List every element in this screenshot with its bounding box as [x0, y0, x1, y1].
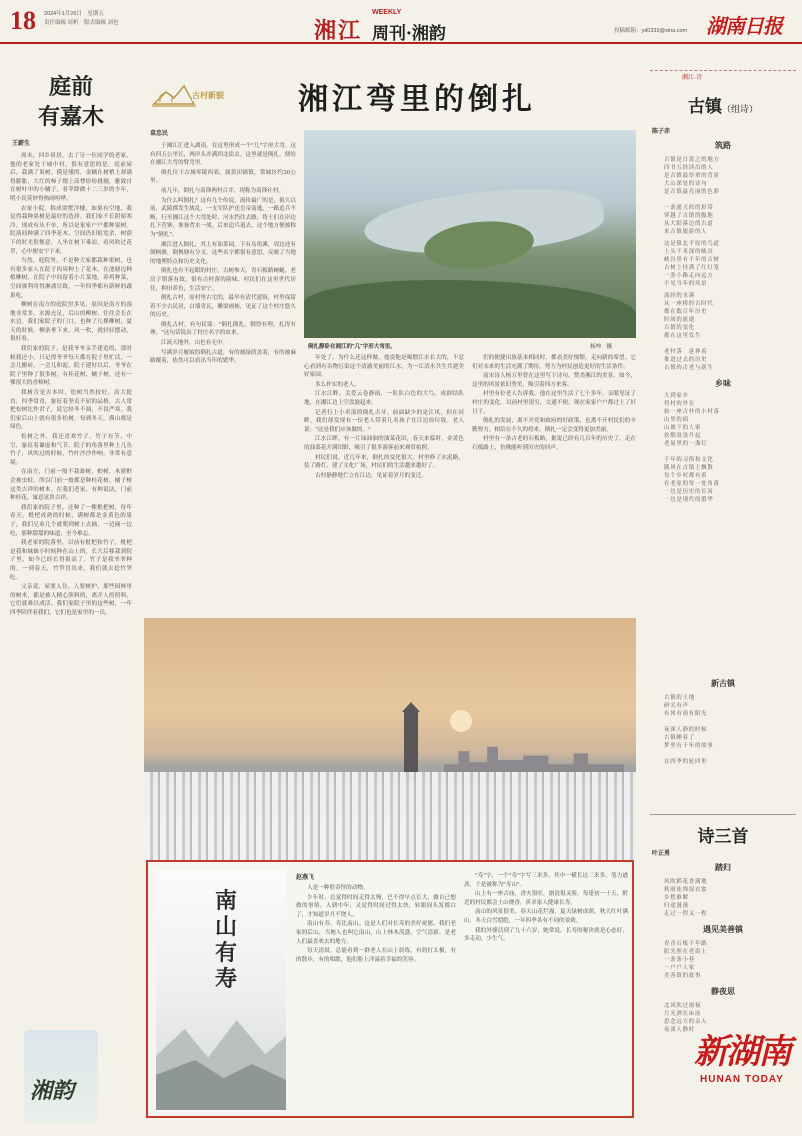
verse-line: 在老家的每一处角落 — [664, 481, 720, 487]
verse-line: 千年的习俗和文化 — [664, 457, 714, 463]
left-article-title — [6, 72, 136, 132]
verse-line: 炊烟袅袅升起 — [664, 433, 702, 439]
paragraph: 写满岁月履痕的倒扎古道，有的被绿荫盖着，有的被麻路覆着，依然可以看出当年的繁华。 — [150, 349, 296, 365]
verse-line: 如一座古朴的小村落 — [664, 409, 720, 415]
verse-line: 梦里有千年的故事 — [664, 743, 714, 749]
paper-logo: 湖南日报 — [706, 14, 782, 38]
verse-line: 随风在古镇上飘散 — [664, 465, 714, 471]
paragraph: 村民们说，近几年来，倒扎的变化很大。村里修了水泥路，装了路灯，建了文化广场，村民们的生活越来越好了。 — [304, 454, 464, 470]
verse-line: 走过一程又一程 — [664, 911, 708, 917]
center-author: 袁忠民 — [150, 131, 169, 137]
paragraph: 少年时，总觉得时间走得太慢，巴不得早点长大，做自己想做的事情。人到中年，又觉得时间过得太快，转眼间头发都白了，才知道岁月不饶人。 — [296, 894, 456, 918]
left-column — [6, 52, 136, 1130]
verse-line — [664, 448, 788, 456]
paragraph: 我树否是否本时，松树当然较好，高大挺直，四季常青，象征着坚贞不屈的品格。古人常把松树比作君子，说它经冬不凋，不畏严寒。我们家后山上就有很多松树，每到冬天，满山都是绿色。 — [10, 390, 132, 431]
river-bend-photo — [304, 130, 636, 338]
feature-title: 南山有寿 — [214, 888, 237, 992]
main-headline: 湘江弯里的倒扎 — [298, 82, 536, 117]
section-head: 静夜思 — [711, 986, 735, 996]
paragraph: 江流天地外，山色有无中。 — [161, 340, 229, 347]
section-head: 新古镇 — [711, 678, 735, 688]
paragraph: 倒扎古村，有句民谣："倒扎倒扎，倒得有理，扎得有理。"这句话说出了村庄名字的由来。 — [150, 321, 296, 337]
verse-line: 北风吹过窗棂 — [664, 1003, 702, 1009]
verse-line: 美善镇的故事 — [664, 973, 702, 979]
masthead — [0, 0, 802, 44]
verse-line: 一边是历史的长河 — [664, 489, 714, 495]
verse-line: 从一座桥的古时代 — [664, 301, 714, 307]
verse-line: 乡愁难解 — [664, 895, 689, 901]
verse-line: 都在这里发生 — [664, 333, 702, 339]
feature-column-2 — [464, 872, 628, 1112]
verse-line: 穿越了古镇的腹地 — [664, 213, 714, 219]
verse-line: 一条小路走向远方 — [664, 273, 714, 279]
brand-weekly: WEEKLY — [372, 9, 402, 16]
verse-block — [664, 878, 788, 918]
verse-line: 一条条小巷 — [664, 957, 695, 963]
paragraph: 柳树在南方的庭院里多见，原因是南方的湿地非常多，水源充足，后山的柳树，往往会长在水边。我们家院子的门口，也种了几棵柳树，夏天的时候，柳条垂下来，风一吹，就轻轻摆动，很好看。 — [10, 302, 132, 343]
verse-line: 阳光照在老街上 — [664, 949, 708, 955]
paragraph: 父亲说，屋要人住，人要树护。那些园林里的树木，都是被人精心照料的，离开人的照料，它们就难以成活。我们家院子里的这些树，一年四季陪伴着我们，它们也是家里的一员。 — [10, 584, 132, 616]
verse-block — [664, 392, 788, 504]
feature-essay-box — [146, 860, 634, 1118]
paragraph: 倒扎也有不起眼的村庄，古树参天，青石板路蜿蜒，老房子错落有致，很有古村落的韵味。村民们在这里世代居住，种田养鱼，生活安宁。 — [150, 268, 296, 292]
paragraph: 每天清晨，总能看到一群老人在山上晨练，有的打太极，有的散步，有的唱歌，他们脸上洋溢着幸福的笑容。 — [296, 948, 456, 963]
verse-line: 将村的外在 — [664, 401, 695, 407]
river-photo-caption: 倒扎静卧在湘江的"几"字形大弯里。 — [308, 344, 396, 350]
verse-line: 大山深处的诗句 — [664, 181, 708, 187]
paragraph: 山上有一座古庙，香火很旺，据说很灵验。每逢初一十五，附近的村民都会上山烧香，祈求家人健康长寿。 — [464, 891, 628, 906]
paragraph: 们的便捷出族基本相同时，都看美好憧憬，走向新的希望。它们对未来的生活充满了期待，努力为村民创造更好的生活条件。 — [472, 355, 636, 370]
poem1-author: 陈子赤 — [652, 129, 671, 135]
feature-author: 赵燕飞 — [296, 875, 315, 881]
river-photo-credit: 杨坤 摄 — [590, 344, 613, 350]
verse-line: 来古镇旅游的人 — [664, 229, 708, 235]
paragraph: 松树之外，我还喜欢竹子。竹子有节，中空，象征着谦虚和气节。院子的角落里种上几丛竹子，风吹过的时候，竹叶沙沙作响，非常有意境。 — [10, 434, 132, 466]
verse-line: 一边是现代的繁华 — [664, 497, 714, 503]
verse-line: 山里的面 — [664, 417, 689, 423]
paragraph: 江水江畔，关爱云卷静雨，一队队白色的大鸟，成群结队地，在湘江边上空盘旋起来。 — [304, 391, 464, 406]
contact-email: 投稿邮箱：yd0333@sina.com — [614, 28, 688, 34]
verse-line: 思念远方的亲人 — [664, 1019, 708, 1025]
paragraph: 南宋诗人杨万里曾在这里写下诗句，赞美湘江的美景。如今，这里的风景依旧秀美，吸引着四方来客。 — [472, 373, 636, 388]
right-poetry-column — [650, 52, 796, 1130]
paragraph: 南山有寿，寿比南山。这是人们对长寿的美好祝愿。我们老家的后山，当地人也叫它南山，山上林木茂盛，空气清新，是老人们最喜欢去的地方。 — [296, 921, 456, 945]
paragraph: 倒扎的发展，离不开党和政府的好政策，也离不开村民们的辛勤努力。相信在不久的将来，倒扎一定会变得更加美丽。 — [472, 418, 636, 433]
verse-line: 老村落 延伸着 — [664, 349, 708, 355]
poem1-title-main: 古镇 — [687, 97, 722, 117]
divider — [650, 814, 796, 815]
verse-block — [664, 240, 788, 288]
paragraph: 我老家的院落里，以前有枇杷和竹子，枇杷是我和妹妹小时候种在山上的，长大后移栽到院子里，如今已经长得很高了。竹子是我爷爷种的，一到春天，竹笋冒出来，我们就去挖竹笋吃。 — [10, 540, 132, 581]
poem1-title-sub: （组诗） — [721, 105, 758, 115]
section-head: 遇见美善镇 — [703, 924, 743, 934]
brand-main: 湘江 — [314, 18, 363, 44]
verse-line: 流经的水溪 — [664, 293, 695, 299]
title-line-1: 庭前 — [48, 74, 93, 100]
paragraph: 为什么叫倒扎？这有几个传说，流传最广的是，很久以前，武陵郡发生战乱，一支军队护送皇帝南逃，一路追兵不断，行至湘江这个大弯处时，河水挡住去路，将士们在岸边扎下营寨，准备背水一战。后来追兵退去，这个地方便被称为"倒扎"。 — [150, 197, 296, 238]
verse-line: 古镇是日说之的地方 — [664, 157, 720, 163]
article-column-1 — [150, 142, 296, 608]
column-kicker — [152, 78, 252, 110]
verse-line: 都在数百年历史 — [664, 309, 708, 315]
verse-block — [664, 156, 788, 236]
snow-city-photo — [144, 618, 636, 862]
paragraph: 人是一种很奇怪的动物。 — [307, 885, 369, 891]
poem2-author: 叶正勇 — [652, 851, 671, 857]
verse-line: 是古镇最厚重的背景 — [664, 173, 720, 179]
mountain-painting — [156, 870, 286, 1110]
paragraph: 年处了。为什么还这样做，他说他是喝惯江水长大的，不忍心看到有杂物污染这个清澈美丽的江水，为一江清水共生共建美好家园。 — [304, 355, 464, 379]
section-seal — [24, 1030, 98, 1122]
hunan-today-stamp — [690, 1024, 796, 1098]
article-column-3 — [472, 354, 636, 610]
kicker-label: 古村新貌 — [192, 90, 224, 100]
paragraph: 多么朴实的老人。 — [315, 381, 360, 388]
date-line: 2024年1月26日 星期五 — [44, 11, 104, 17]
paragraph: 当然，庭院里，不是种大家都栽种果树，也有很多家人在院子四周种上了花木，在池塘边种植柳树，在院子中间留着小片菜地，养鸡种菜，空间被利用得淋漓尽致，一年四季都有新鲜的蔬果吃。 — [10, 258, 132, 299]
verse-line: 峡谷里有千年的古树 — [664, 257, 720, 263]
paragraph: 湘江进入倒扎，其上有油茶园，下有岛角滩，周边还有倒枫塘，倒枫塘有分支。这些名字都很有意思，反映了当地的地理特点和历史文化。 — [150, 241, 296, 265]
section-brand — [314, 6, 494, 44]
pagoda-tower — [404, 710, 418, 780]
poem2-title: 诗三首 — [697, 827, 749, 847]
verse-line — [664, 718, 788, 726]
verse-line: 夜深人静时 — [664, 1027, 695, 1033]
section-head: 踏归 — [715, 862, 731, 872]
verse-line: 这是镇北平原的鸟道 — [664, 241, 720, 247]
verse-line: 是古镇最亮丽的色彩 — [664, 189, 720, 195]
verse-line — [664, 340, 788, 348]
verse-line: 古镇的土地 — [664, 695, 695, 701]
verse-line: 不见当年的风景 — [664, 281, 708, 287]
paragraph: 我们家的院子，是我爷爷亲手建造的，那时候我还小，只记得爷爷每天都在院子里忙活，一会儿搬砖，一会儿和泥。院子建好以后，爷爷在院子里种了很多树，有桂花树、橘子树，还有一棵很大的香樟树。 — [10, 346, 132, 387]
paragraph: 古村静静地伫立在江边，见证着岁月的变迁。 — [315, 472, 427, 479]
verse-line: 青青石板千年路 — [664, 941, 708, 947]
center-article — [142, 52, 642, 1130]
verse-line: 夜深人静的时候 — [664, 727, 708, 733]
title-line-2: 有嘉木 — [37, 104, 104, 130]
paragraph: 我们家的院子里，还种了一棵枇杷树，每年春天，枇杷成熟的时候，满树都是金黄色的果子，我们兄弟几个就爬到树上去摘，一边摘一边吃，那种甜甜的味道，至今难忘。 — [10, 504, 132, 537]
paragraph: 村里有一条古老的石板路，据说已经有几百年的历史了。走在石板路上，仿佛能听到历史的回声。 — [472, 436, 636, 451]
paragraph: 村里有位老人告诉我，他在这里生活了七十多年，亲眼见证了村庄的变化。以前村里很穷，交通不便，现在家家户户都过上了好日子。 — [472, 391, 636, 415]
verse-line: 大到家乡 — [664, 393, 689, 399]
section-head: 乡味 — [715, 378, 731, 388]
brand-sub: 周刊·湘韵 — [372, 24, 446, 44]
verse-line: 老屋里的一盏灯 — [664, 441, 708, 447]
verse-line: 秋雨连绵湿衣裳 — [664, 887, 708, 893]
verse-line: 山坡下的人家 — [664, 425, 702, 431]
verse-line: 从大阳溪边的古道 — [664, 221, 714, 227]
verse-line: 古树上挂满了红灯笼 — [664, 265, 720, 271]
verse-line: 一户户人家 — [664, 965, 695, 971]
verse-line: 上头千米深的峡谷 — [664, 249, 714, 255]
stamp-main: 新湖南 — [694, 1032, 790, 1072]
verse-block — [664, 292, 788, 372]
feature-column-1 — [296, 884, 456, 1112]
left-author: 王薪生 — [12, 141, 31, 147]
verse-line: 古镇的变化 — [664, 325, 695, 331]
verse-line — [664, 750, 788, 758]
verse-line: 在四季的轮回里 — [664, 759, 708, 765]
verse-line — [664, 196, 788, 204]
paragraph: 倒扎位于古城零陵西郊，属黄田铺镇，常城区约30公里。 — [150, 169, 296, 185]
verse-line: 推进过去的历史 — [664, 357, 708, 363]
paragraph: 南山的风景很美，春天山花烂漫，夏天绿树成荫，秋天红叶满山，冬天白雪皑皑，一年四季各有不同的景致。 — [464, 909, 628, 924]
foreground-hill — [304, 280, 636, 338]
verse-line: 风吹稻花香满地 — [664, 879, 708, 885]
paragraph: 周末，回乡祖居。去了另一位同学的老家，他的老家处于城中村，很有意思的是，庭前屋后，栽满了果树。摸是矮的，金橘在树梢上却满得膨胀，大红的柿子缀上高悸纷纷挑剔，雅致自在树叶中的小橘子，看苹降做十二三岁的少年，明小民英妙得热闹喧哗。 — [10, 153, 132, 202]
paragraph: 前几年，倒扎与南锋两村合并，现称为南锋社村。 — [161, 187, 285, 194]
verse-line: 古镇睡着了 — [664, 735, 695, 741]
article-column-2 — [304, 354, 464, 610]
stamp-sub: HUNAN TODAY — [700, 1074, 784, 1085]
verse-line: 一条通天似的彩带 — [664, 205, 714, 211]
verse-line: 时间的流逝 — [664, 317, 695, 323]
verse-line: 研究有声 — [664, 703, 689, 709]
verse-line: 四书五经读出的人 — [664, 165, 714, 171]
paragraph: 在南方，门前一般不栽桑树，柏树，木窗框会被虫蛀，所以门前一般都是种桂花树、橘子树这类吉祥的树木。在我们老家，有种说法，门前种桂花，寓意富贵吉祥。 — [10, 469, 132, 502]
verse-block — [664, 940, 788, 980]
editor-line: 责任编辑 周析 版式编辑 刘也 — [44, 20, 119, 26]
paragraph: 记者行上小卖部的倒扎古牙。前面缺少的是江风，但在河畔，我们却发现有一位老人带着几名孩子在江边捡垃圾。老人说："这是我们应该做的。" — [304, 409, 464, 433]
paragraph: 江水江畔，有一片绿油油的油菜花田，春天来临时，金黄色的油菜花开满田野，吸引了很多游客前来观赏拍照。 — [304, 436, 464, 451]
left-article-body — [10, 152, 132, 1072]
verse-line: 归途漫漫 — [664, 903, 689, 909]
village-ornament-icon — [152, 78, 196, 110]
verse-block — [664, 694, 788, 766]
paragraph: 我的外婆活到了九十六岁，她常说，长寿的秘诀就是心态好，多走动，少生气。 — [464, 927, 628, 943]
top-rule — [650, 70, 796, 71]
paragraph: "寿"字，一个"寿"字写三米多，其中一横长达三米多，笔力遒劲，于是被称为"寿山"。 — [464, 873, 628, 888]
snow-covered-trees — [144, 772, 636, 862]
setting-sun — [450, 710, 472, 732]
verse-line: 月光洒在床前 — [664, 1011, 702, 1017]
verse-line: 有风有雨有阳光 — [664, 711, 708, 717]
seal-text: 湘韵 — [30, 1078, 75, 1104]
paragraph: 于湘江汇进入湖南，在这里形成一个"几"字形大弯。这有四五公里长，两岸头并满四北街去。这里就是倒扎，便给在湘江大弯的臂弯里。 — [150, 143, 296, 167]
poetry-kicker: 湘江·诗 — [682, 75, 702, 81]
paragraph: 倒扎古村，原村里古宅的，最早有清代建筑，村里保留着不少古民居，白墙青瓦，雕梁画栋，见证了这个村庄悠久的历史。 — [150, 295, 296, 319]
verse-line: 古镇的古老与新生 — [664, 365, 714, 371]
paragraph: 农家小院，称成别墅洋楼，如果有空地，我觉得栽种果树是最好的选择。我们家不长阴暗寒冷，现成有从不单，所以是家家户户都种果树。院落间种满了四季花木，空间仍旧很宽余，树荫下的时光很惬意，人坐在树下乘凉，看风吹过花草，心中便安宁下来。 — [10, 205, 132, 255]
page-number: 18 — [10, 6, 36, 35]
date-block — [44, 10, 119, 28]
section-head: 筑路 — [715, 140, 731, 150]
poem1-title — [650, 92, 796, 117]
verse-line: 每个乡村都有着 — [664, 473, 708, 479]
